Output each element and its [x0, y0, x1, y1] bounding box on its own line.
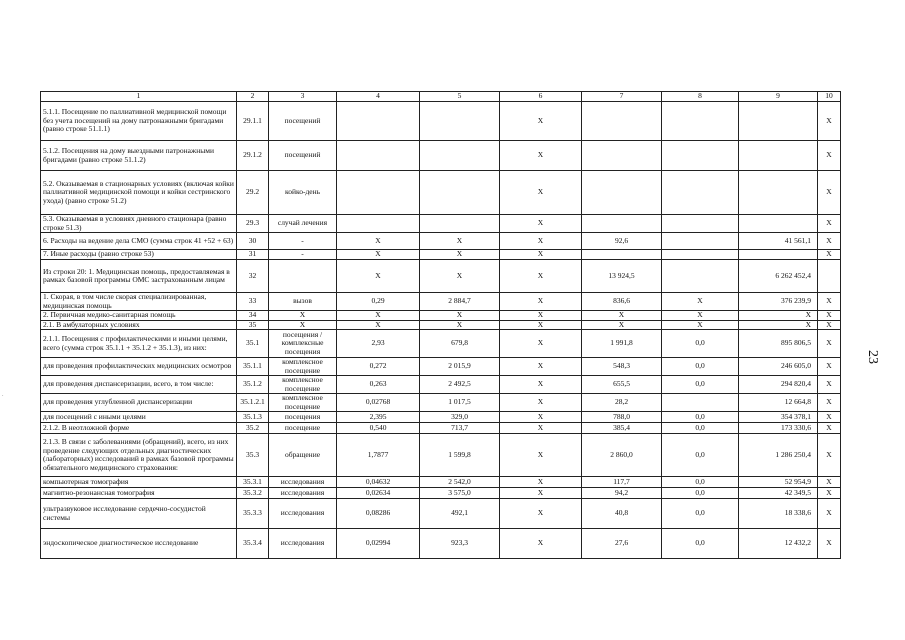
table-cell: 30	[237, 233, 269, 250]
table-cell	[337, 215, 420, 233]
table-cell	[420, 171, 500, 215]
table-cell: 173 330,6	[739, 423, 818, 434]
table-cell	[337, 141, 420, 171]
table-cell: 29.1.1	[237, 102, 269, 141]
table-cell: 13 924,5	[582, 260, 662, 293]
table-cell: X	[420, 260, 500, 293]
table-cell	[739, 141, 818, 171]
table-cell: 29.2	[237, 171, 269, 215]
table-cell: 40,8	[582, 499, 662, 529]
table-cell: X	[818, 233, 841, 250]
table-cell: посещение	[269, 423, 337, 434]
table-cell: X	[818, 394, 841, 412]
table-cell: X	[500, 423, 582, 434]
margin-mark: .	[2, 392, 4, 398]
table-cell: X	[818, 477, 841, 488]
page-number: 23	[865, 350, 880, 364]
table-cell: X	[500, 376, 582, 394]
table-cell: 2 884,7	[420, 293, 500, 311]
table-cell: X	[739, 311, 818, 321]
table-cell	[818, 260, 841, 293]
table-cell: 35	[237, 320, 269, 330]
table-row	[41, 320, 841, 330]
table-cell: 923,3	[420, 529, 500, 559]
table-row	[41, 293, 841, 311]
table-cell: X	[818, 330, 841, 358]
table-cell: X	[500, 260, 582, 293]
table-cell: 0,0	[662, 330, 739, 358]
table-cell: 2 015,9	[420, 358, 500, 376]
table-cell: 2,395	[337, 412, 420, 423]
table-cell: X	[818, 311, 841, 321]
table-cell: 1 017,5	[420, 394, 500, 412]
table-cell: 0,0	[662, 434, 739, 477]
column-header: 1	[41, 92, 237, 102]
table-cell: X	[500, 233, 582, 250]
table-cell: 34	[237, 311, 269, 321]
table-body	[41, 92, 841, 559]
table-cell: 0,08286	[337, 499, 420, 529]
table-cell	[582, 250, 662, 260]
table-cell: 29.3	[237, 215, 269, 233]
table-cell: 92,6	[582, 233, 662, 250]
table-cell: посещения	[269, 412, 337, 423]
table-cell	[582, 171, 662, 215]
table-cell: X	[337, 260, 420, 293]
table-cell: для проведения профилактических медицинских осмотров	[41, 358, 237, 376]
table-cell: 655,5	[582, 376, 662, 394]
table-cell: X	[818, 412, 841, 423]
table-cell: 35.1.2	[237, 376, 269, 394]
table-row	[41, 423, 841, 434]
table-cell: 1. Скорая, в том числе скорая специализированная, медицинская помощь	[41, 293, 237, 311]
column-header: 7	[582, 92, 662, 102]
table-cell: X	[500, 477, 582, 488]
table-cell	[582, 102, 662, 141]
table-row	[41, 358, 841, 376]
table-cell: 0,0	[662, 499, 739, 529]
table-cell: ультразвуковое исследование сердечно-сосудистой системы	[41, 499, 237, 529]
table-cell: X	[269, 320, 337, 330]
table-cell: 5.1.2. Посещения на дому выездными патронажными бригадами (равно строке 51.1.2)	[41, 141, 237, 171]
table-cell: X	[739, 320, 818, 330]
table-cell: X	[818, 358, 841, 376]
table-cell: X	[662, 293, 739, 311]
table-cell: X	[500, 250, 582, 260]
table-cell	[739, 171, 818, 215]
table-cell: 0,0	[662, 488, 739, 499]
table-cell	[662, 260, 739, 293]
table-cell: X	[337, 250, 420, 260]
table-cell: X	[818, 250, 841, 260]
table-cell: X	[818, 171, 841, 215]
table-cell: 376 239,9	[739, 293, 818, 311]
table-cell: Из строки 20: 1. Медицинская помощь, предоставляемая в рамках базовой программы ОМС застрахованным лицам	[41, 260, 237, 293]
table-cell	[337, 171, 420, 215]
table-cell: X	[337, 311, 420, 321]
table-cell: 329,0	[420, 412, 500, 423]
table-cell: 354 378,1	[739, 412, 818, 423]
table-row	[41, 141, 841, 171]
table-cell: 117,7	[582, 477, 662, 488]
table-cell: 41 561,1	[739, 233, 818, 250]
column-header: 2	[237, 92, 269, 102]
table-row	[41, 434, 841, 477]
table-cell: 0,0	[662, 358, 739, 376]
table-cell: 0,263	[337, 376, 420, 394]
table-cell: 2.1.3. В связи с заболеваниями (обращений), всего, из них проведение следующих отдельных диагностических (лабораторных) исследований в рамках базовой программы обязательного медицинского страхования:	[41, 434, 237, 477]
table-cell: 94,2	[582, 488, 662, 499]
table-cell: X	[420, 320, 500, 330]
table-cell: X	[500, 499, 582, 529]
table-cell: 35.2	[237, 423, 269, 434]
table-cell: 35.3.2	[237, 488, 269, 499]
table-cell: X	[420, 233, 500, 250]
table-cell: 52 954,9	[739, 477, 818, 488]
data-table	[40, 91, 841, 559]
table-cell: 0,02634	[337, 488, 420, 499]
table-row	[41, 499, 841, 529]
table-row	[41, 233, 841, 250]
table-row	[41, 215, 841, 233]
table-cell: исследования	[269, 477, 337, 488]
table-cell: обращение	[269, 434, 337, 477]
table-cell: 1,7877	[337, 434, 420, 477]
table-cell: комплексное посещение	[269, 394, 337, 412]
table-cell: X	[818, 376, 841, 394]
table-cell: комплексное посещение	[269, 376, 337, 394]
table-cell: 6 262 452,4	[739, 260, 818, 293]
table-cell: компьютерная томография	[41, 477, 237, 488]
table-cell	[582, 141, 662, 171]
column-header: 4	[337, 92, 420, 102]
table-row	[41, 311, 841, 321]
table-cell	[420, 215, 500, 233]
table-row	[41, 477, 841, 488]
table-cell: 31	[237, 250, 269, 260]
table-cell: X	[500, 488, 582, 499]
table-cell: X	[500, 529, 582, 559]
table-cell: 5.3. Оказываемая в условиях дневного стационара (равно строке 51.3)	[41, 215, 237, 233]
table-cell: X	[818, 488, 841, 499]
table-cell: исследования	[269, 488, 337, 499]
table-cell: 1 599,8	[420, 434, 500, 477]
table-cell: X	[500, 102, 582, 141]
table-cell: 42 349,5	[739, 488, 818, 499]
table-row	[41, 412, 841, 423]
table-cell: 0,0	[662, 412, 739, 423]
table-cell: 1 991,8	[582, 330, 662, 358]
table-cell: 0,29	[337, 293, 420, 311]
table-cell: 12 432,2	[739, 529, 818, 559]
table-cell: 548,3	[582, 358, 662, 376]
table-cell: 0,02768	[337, 394, 420, 412]
column-header: 8	[662, 92, 739, 102]
table-cell: эндоскопическое диагностическое исследование	[41, 529, 237, 559]
table-cell: 836,6	[582, 293, 662, 311]
table-cell: 0,540	[337, 423, 420, 434]
table-cell: 35.1.1	[237, 358, 269, 376]
table-cell	[739, 102, 818, 141]
table-cell: посещений	[269, 102, 337, 141]
table-cell	[662, 394, 739, 412]
table-cell: X	[818, 215, 841, 233]
table-row	[41, 394, 841, 412]
column-header: 5	[420, 92, 500, 102]
table-cell: 35.3.4	[237, 529, 269, 559]
table-cell: X	[500, 434, 582, 477]
table-cell: 35.3.3	[237, 499, 269, 529]
table-cell: 0,0	[662, 376, 739, 394]
table-cell: X	[420, 250, 500, 260]
table-cell: 0,02994	[337, 529, 420, 559]
table-cell: вызов	[269, 293, 337, 311]
table-cell: -	[269, 233, 337, 250]
table-cell: 2 542,0	[420, 477, 500, 488]
table-cell: для посещений с иными целями	[41, 412, 237, 423]
table-row	[41, 376, 841, 394]
table-cell: 29.1.2	[237, 141, 269, 171]
table-cell: 3 575,0	[420, 488, 500, 499]
table-cell: X	[337, 233, 420, 250]
table-cell: 35.1.3	[237, 412, 269, 423]
column-header: 10	[818, 92, 841, 102]
table-cell: 35.1	[237, 330, 269, 358]
table-cell: 28,2	[582, 394, 662, 412]
table-cell: 294 820,4	[739, 376, 818, 394]
table-cell: X	[818, 141, 841, 171]
table-cell	[662, 102, 739, 141]
table-cell: X	[662, 320, 739, 330]
table-cell: X	[500, 358, 582, 376]
table-cell: X	[818, 320, 841, 330]
table-row	[41, 330, 841, 358]
table-row	[41, 102, 841, 141]
table-cell: 27,6	[582, 529, 662, 559]
table-cell: X	[582, 311, 662, 321]
table-cell: 2 860,0	[582, 434, 662, 477]
table-cell: X	[269, 311, 337, 321]
table-cell: 12 664,8	[739, 394, 818, 412]
table-row	[41, 260, 841, 293]
table-cell: 246 605,0	[739, 358, 818, 376]
table-cell	[420, 141, 500, 171]
table-cell: 5.1.1. Посещение по паллиативной медицинской помощи без учета посещений на дому патронажными бригадами (равно строке 51.1.1)	[41, 102, 237, 141]
table-cell: магнитно-резонансная томография	[41, 488, 237, 499]
table-cell: 895 806,5	[739, 330, 818, 358]
table-cell: 0,0	[662, 529, 739, 559]
table-row	[41, 250, 841, 260]
table-cell	[739, 250, 818, 260]
table-cell: для проведения углубленной диспансеризации	[41, 394, 237, 412]
table-cell: 788,0	[582, 412, 662, 423]
table-cell: X	[420, 311, 500, 321]
table-cell	[662, 171, 739, 215]
table-cell: исследования	[269, 499, 337, 529]
table-cell: 713,7	[420, 423, 500, 434]
table-cell: исследования	[269, 529, 337, 559]
table-cell: X	[500, 215, 582, 233]
table-cell: 0,0	[662, 423, 739, 434]
table-cell: X	[500, 311, 582, 321]
table-cell: для проведения диспансеризации, всего, в том числе:	[41, 376, 237, 394]
table-cell: X	[818, 293, 841, 311]
table-cell: 18 338,6	[739, 499, 818, 529]
table-cell: 33	[237, 293, 269, 311]
table-cell: 2. Первичная медико-санитарная помощь	[41, 311, 237, 321]
table-cell	[269, 260, 337, 293]
table-cell	[739, 215, 818, 233]
table-cell: 6. Расходы на ведение дела СМО (сумма строк 41 +52 + 63)	[41, 233, 237, 250]
table-cell: -	[269, 250, 337, 260]
table-cell: 35.3	[237, 434, 269, 477]
table-cell: 32	[237, 260, 269, 293]
table-cell	[662, 233, 739, 250]
table-cell: 2.1.1. Посещения с профилактическими и иными целями, всего (сумма строк 35.1.1 + 35.1.2 + 35.1.3), из них:	[41, 330, 237, 358]
table-cell: 35.1.2.1	[237, 394, 269, 412]
table-cell: 35.3.1	[237, 477, 269, 488]
table-cell	[420, 102, 500, 141]
table-cell: 2 492,5	[420, 376, 500, 394]
table-cell: X	[662, 311, 739, 321]
table-cell: 2.1.2. В неотложной форме	[41, 423, 237, 434]
column-header: 3	[269, 92, 337, 102]
table-cell	[582, 215, 662, 233]
table-cell: X	[818, 423, 841, 434]
table-cell: 7. Иные расходы (равно строке 53)	[41, 250, 237, 260]
table-cell: X	[818, 434, 841, 477]
table-cell: 492,1	[420, 499, 500, 529]
table-cell: случай лечения	[269, 215, 337, 233]
table-cell: X	[818, 102, 841, 141]
table-cell: X	[500, 320, 582, 330]
column-header: 9	[739, 92, 818, 102]
table-cell: 2,93	[337, 330, 420, 358]
table-cell: 679,8	[420, 330, 500, 358]
table-cell: X	[500, 330, 582, 358]
table-cell: X	[500, 394, 582, 412]
table-row	[41, 488, 841, 499]
table-cell: посещений	[269, 141, 337, 171]
table-cell: 0,272	[337, 358, 420, 376]
table-cell: X	[337, 320, 420, 330]
column-header: 6	[500, 92, 582, 102]
table-cell: комплексное посещение	[269, 358, 337, 376]
table-cell: X	[582, 320, 662, 330]
table-cell	[662, 215, 739, 233]
table-cell: 1 286 250,4	[739, 434, 818, 477]
table-row	[41, 171, 841, 215]
table-row	[41, 529, 841, 559]
table-cell: 0,04632	[337, 477, 420, 488]
column-header-row	[41, 92, 841, 102]
table-cell: 5.2. Оказываемая в стационарных условиях (включая койки паллиативной медицинской помощи и койки сестринского ухода) (равно строке 51.2)	[41, 171, 237, 215]
table-cell: X	[818, 529, 841, 559]
table-cell	[662, 250, 739, 260]
table-cell: X	[818, 499, 841, 529]
table-cell: X	[500, 171, 582, 215]
table-cell: 2.1. В амбулаторных условиях	[41, 320, 237, 330]
table-cell: койко-день	[269, 171, 337, 215]
table-cell: 385,4	[582, 423, 662, 434]
table-cell	[662, 141, 739, 171]
table-cell: X	[500, 141, 582, 171]
table-cell: X	[500, 293, 582, 311]
table-cell	[337, 102, 420, 141]
table-cell: X	[500, 412, 582, 423]
table-cell: 0,0	[662, 477, 739, 488]
table-cell: посещения / комплексные посещения	[269, 330, 337, 358]
